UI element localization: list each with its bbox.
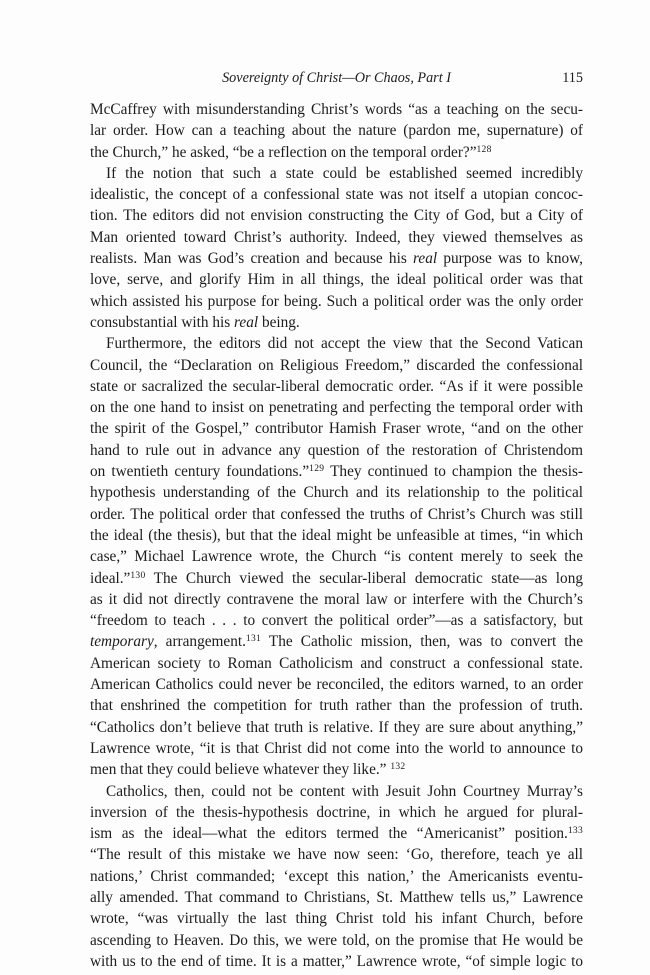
text-run: order. The political order that confessed the truths of Christ’s Church was still: [90, 505, 583, 523]
text-line: [90, 440, 583, 461]
text-line: [90, 866, 583, 887]
text-run: “freedom to teach . . . to convert the political order”—as a satisfactory, but: [90, 612, 583, 630]
text-line: [90, 142, 583, 163]
text-run: that enshrined the competition for truth rather than the profession of truth.: [90, 697, 583, 715]
text-line: [90, 568, 583, 589]
text-run: tion. The editors did not envision constructing the City of God, but a City of: [90, 207, 583, 225]
text-line: [90, 504, 583, 525]
text-run: McCaffrey with misunderstanding Christ’s words “as a teaching on the secu-: [90, 101, 583, 118]
footnote-marker: 133: [567, 826, 583, 837]
text-line: [90, 227, 583, 248]
text-run: realists. Man was God’s creation and because his: [90, 250, 414, 268]
text-run: Catholics, then, could not be content with Jesuit John Courtney Murray’s: [106, 782, 583, 800]
text-line: [90, 823, 583, 844]
text-run: being.: [258, 313, 300, 331]
text-line: [90, 333, 583, 354]
footnote-marker: 131: [245, 634, 262, 645]
text-run: as it did not directly contravene the moral law or interfere with the Church’s: [90, 590, 583, 608]
text-line: [90, 589, 583, 610]
text-run: American society to Roman Catholicism and construct a confessional state.: [90, 654, 583, 672]
text-run: which assisted his purpose for being. Such a political order was the only order: [90, 292, 583, 310]
text-run: They continued to champion the thesis-: [324, 463, 584, 481]
running-title: Sovereignty of Christ—Or Chaos, Part I: [222, 70, 451, 86]
text-run: case,” Michael Lawrence wrote, the Church “is content merely to seek the: [90, 548, 583, 566]
text-line: [90, 802, 583, 823]
text-line: [90, 930, 583, 951]
text-line: [90, 844, 583, 865]
text-run: “The result of this mistake we have now seen: ‘Go, therefore, teach ye all: [90, 846, 583, 864]
text-run: Council, the “Declaration on Religious Freedom,” discarded the confessional: [90, 356, 583, 374]
text-line: [90, 397, 583, 418]
text-line: [90, 482, 583, 503]
text-run: The Catholic mission, then, was to convert the: [261, 633, 583, 651]
footnote-marker: 129: [309, 464, 325, 475]
text-run: love, serve, and glorify Him in all things, the ideal political order was that: [90, 271, 583, 289]
text-run: wrote, “was virtually the last thing Christ told his infant Church, before: [90, 910, 583, 928]
text-line: [90, 99, 583, 120]
text-run: inversion of the thesis-hypothesis doctrine, in which he argued for plural-: [90, 803, 583, 821]
text-line: [90, 291, 583, 312]
text-line: [90, 525, 583, 546]
text-line: [90, 546, 583, 567]
text-run: consubstantial with his: [90, 313, 235, 331]
text-run: If the notion that such a state could be established seemed incredibly: [106, 164, 583, 182]
italic-text: real: [234, 313, 259, 331]
text-run: the Church,” he asked, “be a reflection on the temporal order?”: [90, 143, 477, 161]
text-run: hand to rule out in advance any question of the restoration of Christendom: [90, 441, 583, 459]
text-line: [90, 163, 583, 184]
text-run: idealistic, the concept of a confessional state was not itself a utopian concoc-: [90, 186, 583, 204]
body-text: [90, 99, 583, 972]
page-header: [90, 70, 583, 88]
text-line: [90, 653, 583, 674]
text-run: “Catholics don’t believe that truth is relative. If they are sure about anything,”: [90, 718, 583, 736]
text-run: The Church viewed the secular-liberal democratic state—as long: [145, 569, 583, 587]
text-line: [90, 738, 583, 759]
text-line: [90, 355, 583, 376]
italic-text: real: [413, 250, 438, 268]
text-line: [90, 908, 583, 929]
text-line: [90, 759, 583, 780]
text-line: [90, 184, 583, 205]
text-run: Lawrence wrote, “it is that Christ did not come into the world to announce to: [90, 739, 583, 757]
text-line: [90, 951, 583, 972]
text-line: [90, 312, 583, 333]
footnote-marker: 128: [476, 144, 492, 155]
text-run: lar order. How can a teaching about the nature (pardon me, supernature) of: [90, 122, 583, 140]
text-run: the spirit of the Gospel,” contributor Hamish Fraser wrote, “and on the other: [90, 420, 583, 438]
text-line: [90, 695, 583, 716]
text-run: , arrangement.: [153, 633, 246, 651]
text-run: the ideal (the thesis), but that the ideal might be unfeasible at times, “in which: [90, 526, 583, 544]
text-run: state or sacralized the secular-liberal democratic order. “As if it were possible: [90, 377, 583, 395]
text-line: [90, 610, 583, 631]
text-run: men that they could believe whatever they like.”: [90, 761, 391, 779]
footnote-marker: 132: [390, 762, 406, 773]
text-line: [90, 887, 583, 908]
text-line: [90, 205, 583, 226]
text-run: ideal.”: [90, 569, 131, 587]
text-run: purpose was to know,: [437, 250, 583, 268]
text-run: ally amended. That command to Christians, St. Matthew tells us,” Lawrence: [90, 888, 583, 906]
text-run: hypothesis understanding of the Church and its relationship to the political: [90, 484, 583, 502]
text-run: on twentieth century foundations.”: [90, 463, 310, 481]
text-run: Man oriented toward Christ’s authority. Indeed, they viewed themselves as: [90, 228, 583, 246]
text-line: [90, 418, 583, 439]
text-run: with us to the end of time. It is a matter,” Lawrence wrote, “of simple logic to: [90, 952, 583, 970]
text-line: [90, 631, 583, 652]
footnote-marker: 130: [130, 570, 146, 581]
text-run: ism as the ideal—what the editors termed the “Americanist” position.: [90, 825, 568, 843]
italic-text: temporary: [90, 633, 154, 651]
text-run: Furthermore, the editors did not accept the view that the Second Vatican: [106, 335, 583, 353]
text-run: on the one hand to insist on penetrating and perfecting the temporal order with: [90, 399, 583, 417]
text-line: [90, 248, 583, 269]
text-line: [90, 376, 583, 397]
text-run: nations,’ Christ commanded; ‘except this nation,’ the Americanists eventu-: [90, 867, 583, 885]
text-run: American Catholics could never be reconciled, the editors warned, to an order: [90, 676, 583, 694]
text-line: [90, 269, 583, 290]
text-line: [90, 717, 583, 738]
text-run: ascending to Heaven. Do this, we were told, on the promise that He would be: [90, 931, 583, 949]
text-line: [90, 461, 583, 482]
page-number: 115: [562, 70, 583, 86]
text-line: [90, 781, 583, 802]
text-line: [90, 120, 583, 141]
text-line: [90, 674, 583, 695]
